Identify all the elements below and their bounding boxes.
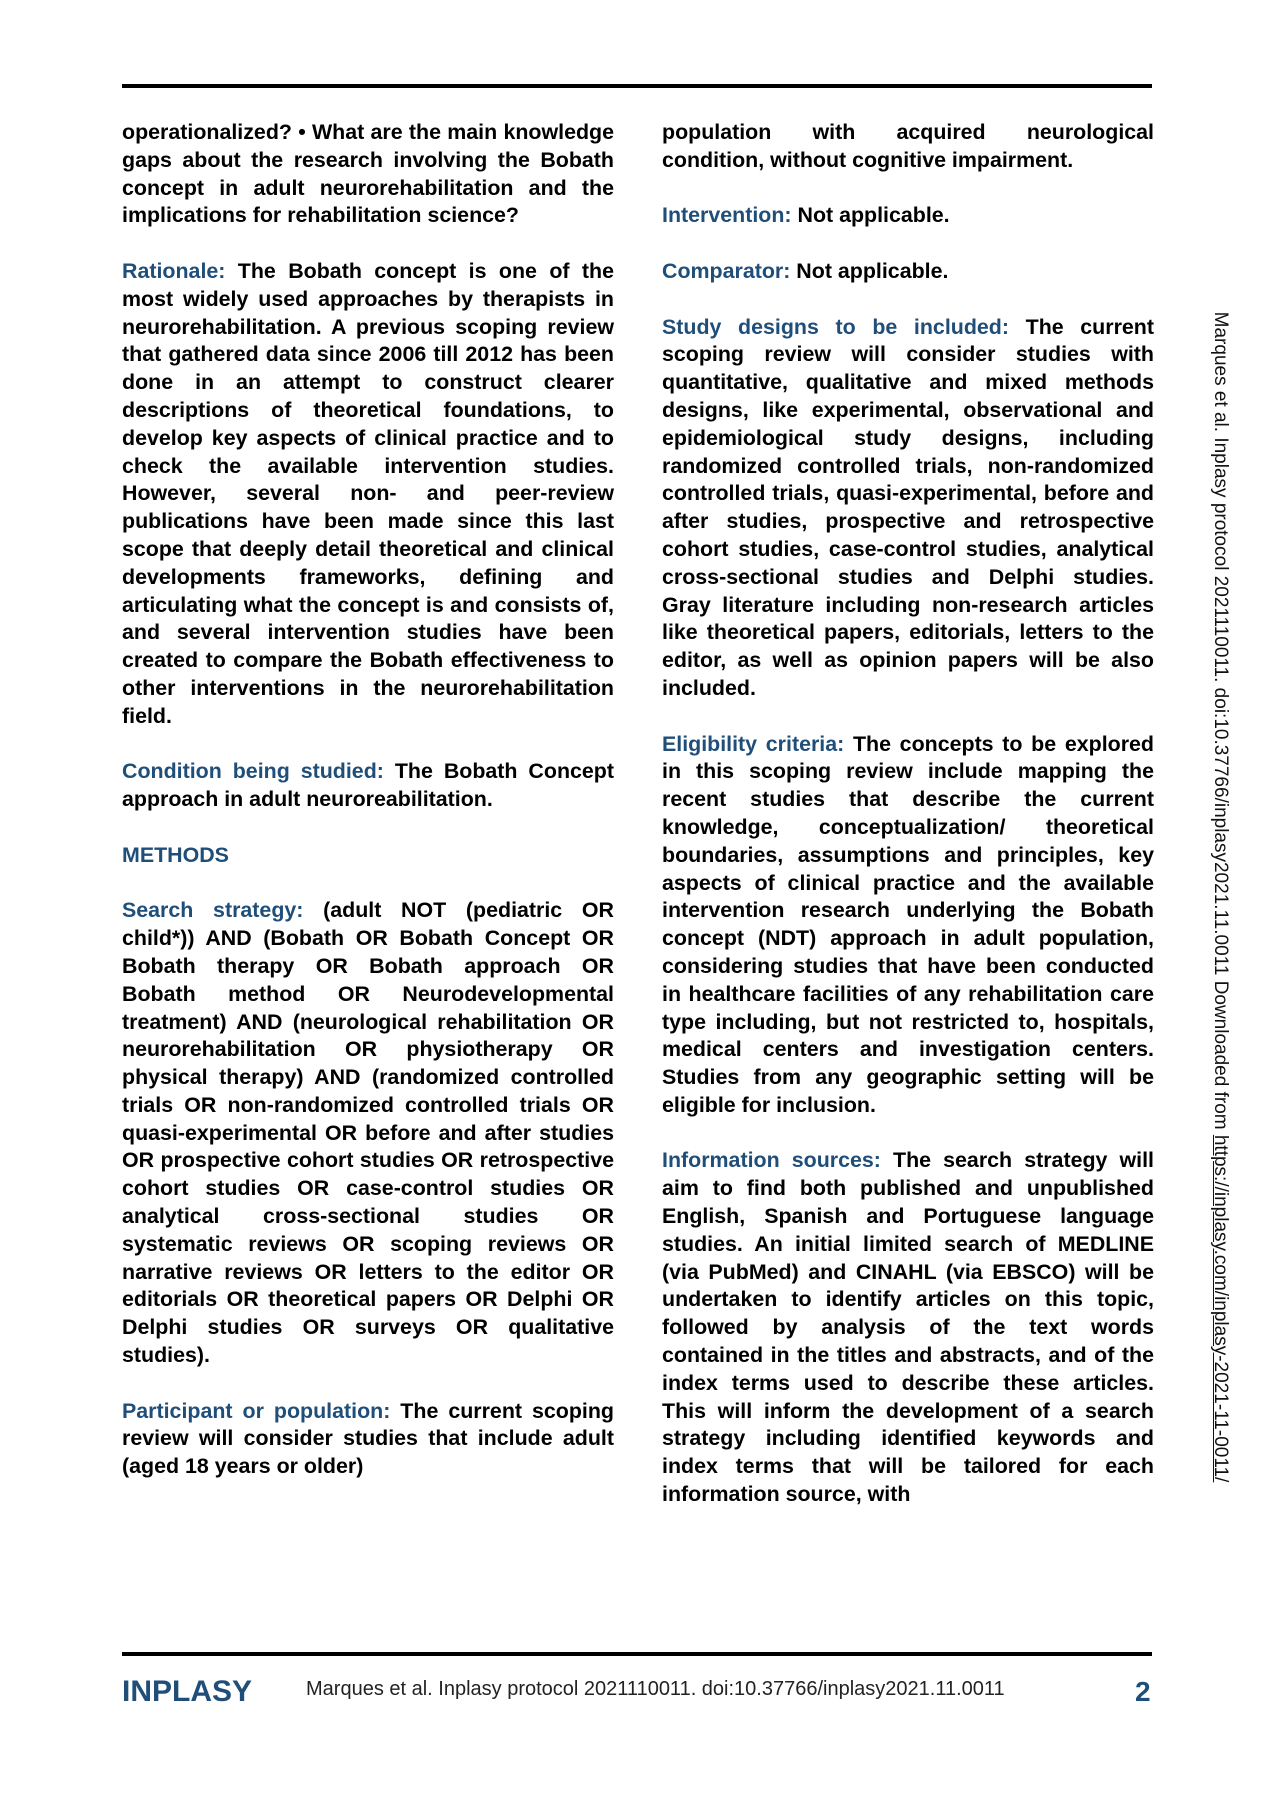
- side-download-note: [1209, 312, 1231, 1483]
- rationale-paragraph: [122, 258, 614, 731]
- information-sources-label: Information sources:: [662, 1148, 881, 1173]
- search-strategy-label: Search strategy:: [122, 898, 304, 923]
- footer-brand: INPLASY: [122, 1675, 253, 1708]
- eligibility-text: The concepts to be explored in this scoping review include mapping the recent studies that describe the current knowledge, conceptualization/ theoretical boundaries, assumptions and principles, key aspects of clinical practice and the available intervention research underlying the Bobath concept (NDT) approach in adult population, considering studies that have been conducted in healthcare facilities of any rehabilitation care type including, but not restricted to, hospitals, medical centers and investigation centers. Studies from any geographic setting will be eligible for inclusion.: [662, 731, 1154, 1117]
- right-column: [662, 119, 1154, 1509]
- condition-paragraph: [122, 758, 614, 814]
- comparator-paragraph: [662, 258, 1154, 286]
- intervention-paragraph: [662, 202, 1154, 230]
- bottom-rule: [122, 1652, 1152, 1656]
- information-sources-text: The search strategy will aim to find both published and unpublished English, Spanish and Portuguese language studies. An initial limited search of MEDLINE (via PubMed) and CINAHL (via EBSCO) will be undertaken to identify articles on this topic, followed by analysis of the text words contained in the titles and abstracts, and of the index terms used to describe these articles. This will inform the development of a search strategy including identified keywords and index terms that will be tailored for each information source, with: [662, 1148, 1154, 1507]
- intro-paragraph: [122, 119, 614, 230]
- search-strategy-text: (adult NOT (pediatric OR child*)) AND (Bobath OR Bobath Concept OR Bobath therapy OR Bobath approach OR Bobath method OR Neurodevelopmental treatment) AND (neurological rehabilitation OR neurorehabilitation OR physiotherapy OR physical therapy) AND (randomized controlled trials OR non-randomized controlled trials OR quasi-experimental OR before and after studies OR prospective cohort studies OR retrospective cohort studies OR case-control studies OR analytical cross-sectional studies OR systematic reviews OR scoping reviews OR narrative reviews OR letters to the editor OR editorials OR theoretical papers OR Delphi OR Delphi studies OR surveys OR qualitative studies).: [122, 898, 614, 1368]
- participant-label: Participant or population:: [122, 1398, 391, 1423]
- comparator-text: Not applicable.: [790, 258, 949, 283]
- footer-citation: Marques et al. Inplasy protocol 2021110011. doi:10.37766/inplasy2021.11.0011: [306, 1678, 1005, 1700]
- study-designs-paragraph: [662, 314, 1154, 703]
- information-sources-paragraph: [662, 1147, 1154, 1508]
- participant-text: The current scoping review will consider studies that include adult (aged 18 years or older): [122, 1398, 614, 1479]
- rationale-label: Rationale:: [122, 258, 226, 283]
- side-note-text: Marques et al. Inplasy protocol 2021110011. doi:10.37766/inplasy2021.11.0011 Downloaded from: [1210, 311, 1231, 1135]
- page-number: 2: [1135, 1676, 1151, 1707]
- study-designs-label: Study designs to be included:: [662, 314, 1009, 339]
- participant-paragraph: [122, 1398, 614, 1481]
- left-column: [122, 119, 614, 1481]
- methods-heading: METHODS: [122, 842, 229, 867]
- population-continued-text: population with acquired neurological condition, without cognitive impairment.: [662, 120, 1154, 172]
- rationale-text: The Bobath concept is one of the most widely used approaches by therapists in neurorehabilitation. A previous scoping review that gathered data since 2006 till 2012 has been done in an attempt to construct clearer descriptions of theoretical foundations, to develop key aspects of clinical practice and to check the available intervention studies. However, several non- and peer-review publications have been made since this last scope that deeply detail theoretical and clinical developments frameworks, defining and articulating what the concept is and consists of, and several intervention studies have been created to compare the Bobath effectiveness to other interventions in the neurorehabilitation field.: [122, 258, 614, 728]
- side-note-link[interactable]: https://inplasy.com/inplasy-2021-11-0011/: [1210, 1134, 1231, 1483]
- eligibility-label: Eligibility criteria:: [662, 731, 845, 756]
- intervention-label: Intervention:: [662, 203, 792, 228]
- condition-label: Condition being studied:: [122, 759, 384, 784]
- search-strategy-paragraph: [122, 897, 614, 1370]
- comparator-label: Comparator:: [662, 258, 791, 283]
- study-designs-text: The current scoping review will consider studies with quantitative, qualitative and mixed methods designs, like experimental, observational and epidemiological study designs, including randomized controlled trials, non-randomized controlled trials, quasi-experimental, before and after studies, prospective and retrospective cohort studies, case-control studies, analytical cross-sectional studies and Delphi studies. Gray literature including non-research articles like theoretical papers, editorials, letters to the editor, as well as opinion papers will be also included.: [662, 314, 1154, 700]
- condition-text: The Bobath Concept approach in adult neuroreabilitation.: [122, 759, 614, 812]
- eligibility-paragraph: [662, 731, 1154, 1120]
- intervention-text: Not applicable.: [791, 203, 950, 228]
- top-rule: [122, 84, 1152, 88]
- intro-text: operationalized? • What are the main knowledge gaps about the research involving the Bobath concept in adult neurorehabilitation and the implications for rehabilitation science?: [122, 120, 614, 228]
- population-continued-paragraph: [662, 119, 1154, 175]
